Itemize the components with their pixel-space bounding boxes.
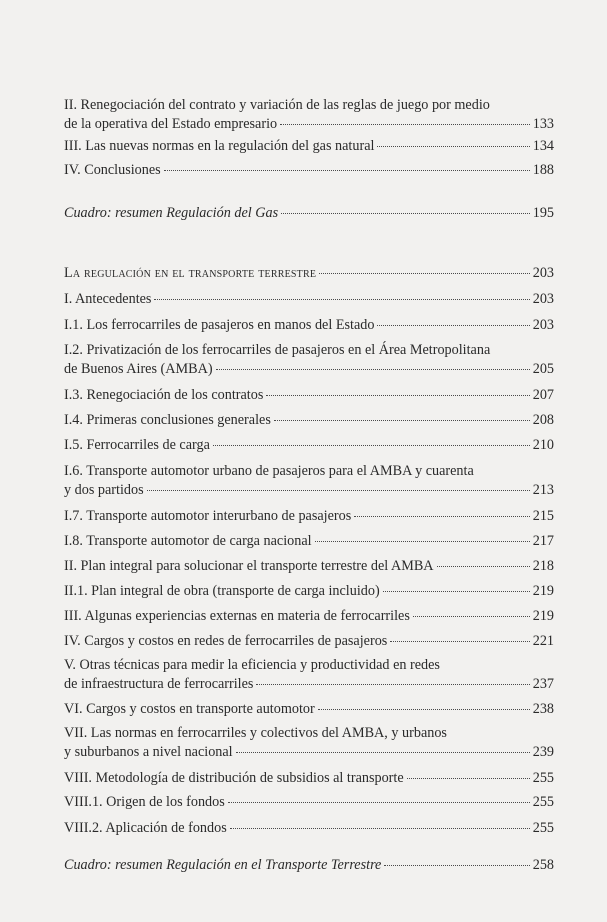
toc-entry-line — [64, 161, 554, 180]
toc-page-number: 255 — [532, 794, 554, 810]
toc-entry[interactable] — [64, 532, 554, 551]
toc-page-number: 239 — [532, 744, 554, 760]
toc-page-number: 255 — [532, 820, 554, 836]
toc-entry[interactable] — [64, 161, 554, 180]
toc-page-number: 238 — [532, 701, 554, 717]
toc-entry-line — [64, 724, 554, 743]
toc-entry-title: I.3. Renegociación de los contratos — [64, 387, 264, 403]
toc-entry-title: y suburbanos a nivel nacional — [64, 744, 233, 760]
dot-leader — [319, 273, 530, 274]
toc-entry-line — [64, 819, 554, 838]
toc-entry[interactable] — [64, 656, 554, 694]
toc-entry-title: Cuadro: resumen Regulación del Gas — [64, 205, 279, 221]
toc-entry-title: IV. Conclusiones — [64, 162, 161, 178]
toc-page-number: 208 — [532, 412, 554, 428]
toc-entry-line — [64, 856, 554, 875]
toc-entry-title: III. Algunas experiencias externas en materia de ferrocarriles — [64, 608, 410, 624]
toc-entry-title: de la operativa del Estado empresario — [64, 116, 278, 132]
dot-leader — [281, 213, 530, 214]
toc-entry-line — [64, 96, 554, 115]
dot-leader — [377, 146, 529, 147]
toc-entry[interactable] — [64, 557, 554, 576]
toc-entry-title: VIII. Metodología de distribución de subsidios al transporte — [64, 770, 404, 786]
dot-leader — [437, 566, 530, 567]
toc-entry[interactable] — [64, 386, 554, 405]
dot-leader — [266, 395, 529, 396]
toc-page-number: 258 — [532, 857, 554, 873]
dot-leader — [274, 420, 530, 421]
toc-entry-line — [64, 264, 554, 283]
toc-entry-title: I.7. Transporte automotor interurbano de pasajeros — [64, 508, 352, 524]
toc-entry[interactable] — [64, 856, 554, 875]
toc-entry[interactable] — [64, 436, 554, 455]
toc-entry-line — [64, 481, 554, 500]
toc-entry-line — [64, 411, 554, 430]
toc-entry[interactable] — [64, 700, 554, 719]
dot-leader — [256, 684, 529, 685]
toc-entry-title: I.6. Transporte automotor urbano de pasajeros para el AMBA y cuarenta — [64, 463, 474, 479]
toc-entry[interactable] — [64, 607, 554, 626]
toc-page-number: 219 — [532, 583, 554, 599]
dot-leader — [390, 641, 529, 642]
toc-page-number: 203 — [532, 265, 554, 281]
toc-entry-line — [64, 557, 554, 576]
dot-leader — [318, 709, 530, 710]
toc-entry-title: y dos partidos — [64, 482, 144, 498]
toc-page-number: 213 — [532, 482, 554, 498]
toc-entry-title: IV. Cargos y costos en redes de ferrocarriles de pasajeros — [64, 633, 388, 649]
toc-entry-line — [64, 115, 554, 134]
dot-leader — [154, 299, 529, 300]
toc-entry-line — [64, 769, 554, 788]
toc-page-number: 218 — [532, 558, 554, 574]
toc-entry[interactable] — [64, 632, 554, 651]
toc-entry-title: La regulación en el transporte terrestre — [64, 265, 317, 281]
toc-page-number: 133 — [532, 116, 554, 132]
toc-entry-line — [64, 386, 554, 405]
dot-leader — [383, 591, 530, 592]
toc-entry[interactable] — [64, 204, 554, 223]
toc-entry-title: VIII.1. Origen de los fondos — [64, 794, 225, 810]
dot-leader — [228, 802, 530, 803]
toc-entry-title: I. Antecedentes — [64, 291, 152, 307]
toc-entry-line — [64, 341, 554, 360]
toc-entry[interactable] — [64, 582, 554, 601]
dot-leader — [413, 616, 530, 617]
toc-page-number: 217 — [532, 533, 554, 549]
toc-entry-title: II.1. Plan integral de obra (transporte de carga incluido) — [64, 583, 380, 599]
toc-entry-line — [64, 656, 554, 675]
toc-entry[interactable] — [64, 290, 554, 309]
dot-leader — [230, 828, 530, 829]
toc-entry-line — [64, 204, 554, 223]
toc-entry-line — [64, 436, 554, 455]
toc-entry-line — [64, 507, 554, 526]
toc-page-number: 219 — [532, 608, 554, 624]
toc-entry-line — [64, 607, 554, 626]
toc-entry[interactable] — [64, 316, 554, 335]
toc-entry[interactable] — [64, 96, 554, 134]
toc-entry[interactable] — [64, 462, 554, 500]
toc-page-number: 195 — [532, 205, 554, 221]
toc-entry-title: II. Plan integral para solucionar el transporte terrestre del AMBA — [64, 558, 434, 574]
toc-entry-title: I.5. Ferrocarriles de carga — [64, 437, 210, 453]
toc-page-number: 203 — [532, 291, 554, 307]
toc-entry-line — [64, 743, 554, 762]
toc-entry-line — [64, 532, 554, 551]
toc-entry-title: VI. Cargos y costos en transporte automotor — [64, 701, 315, 717]
dot-leader — [354, 516, 529, 517]
dot-leader — [407, 778, 530, 779]
toc-entry-title: de infraestructura de ferrocarriles — [64, 676, 254, 692]
toc-entry-line — [64, 360, 554, 379]
dot-leader — [315, 541, 530, 542]
dot-leader — [147, 490, 530, 491]
toc-entry-line — [64, 137, 554, 156]
toc-entry-title: III. Las nuevas normas en la regulación del gas natural — [64, 138, 375, 154]
toc-entry-title: de Buenos Aires (AMBA) — [64, 361, 213, 377]
toc-entry-title: V. Otras técnicas para medir la eficiencia y productividad en redes — [64, 657, 440, 673]
toc-entry[interactable] — [64, 793, 554, 812]
toc-entry[interactable] — [64, 264, 554, 283]
toc-page-number: 207 — [532, 387, 554, 403]
toc-page-number: 237 — [532, 676, 554, 692]
toc-page-number: 188 — [532, 162, 554, 178]
toc-entry-title: Cuadro: resumen Regulación en el Transporte Terrestre — [64, 857, 382, 873]
dot-leader — [384, 865, 529, 866]
toc-page-number: 210 — [532, 437, 554, 453]
toc-entry-line — [64, 582, 554, 601]
toc-entry-title: I.1. Los ferrocarriles de pasajeros en manos del Estado — [64, 317, 375, 333]
toc-page-number: 221 — [532, 633, 554, 649]
toc-entry-title: I.2. Privatización de los ferrocarriles de pasajeros en el Área Metropolitana — [64, 342, 491, 358]
toc-entry-title: VII. Las normas en ferrocarriles y colectivos del AMBA, y urbanos — [64, 725, 447, 741]
toc-entry[interactable] — [64, 137, 554, 156]
toc-entry[interactable] — [64, 769, 554, 788]
toc-entry-line — [64, 632, 554, 651]
dot-leader — [164, 170, 530, 171]
toc-entry-line — [64, 675, 554, 694]
toc-page-number: 215 — [532, 508, 554, 524]
toc-page-number: 255 — [532, 770, 554, 786]
dot-leader — [236, 752, 530, 753]
toc-entry-line — [64, 700, 554, 719]
dot-leader — [213, 445, 530, 446]
toc-entry-title: I.8. Transporte automotor de carga nacional — [64, 533, 312, 549]
toc-entry[interactable] — [64, 341, 554, 379]
toc-entry-title: II. Renegociación del contrato y variación de las reglas de juego por medio — [64, 97, 490, 113]
dot-leader — [280, 124, 530, 125]
toc-page-number: 205 — [532, 361, 554, 377]
toc-entry-line — [64, 290, 554, 309]
toc-entry-line — [64, 462, 554, 481]
toc-entry[interactable] — [64, 411, 554, 430]
dot-leader — [377, 325, 529, 326]
toc-entry[interactable] — [64, 819, 554, 838]
toc-entry-title: I.4. Primeras conclusiones generales — [64, 412, 271, 428]
toc-entry-title: VIII.2. Aplicación de fondos — [64, 820, 227, 836]
toc-entry-line — [64, 316, 554, 335]
dot-leader — [216, 369, 530, 370]
toc-entry[interactable] — [64, 724, 554, 762]
toc-entry[interactable] — [64, 507, 554, 526]
toc-page-number: 203 — [532, 317, 554, 333]
toc-entry-line — [64, 793, 554, 812]
toc-page-number: 134 — [532, 138, 554, 154]
